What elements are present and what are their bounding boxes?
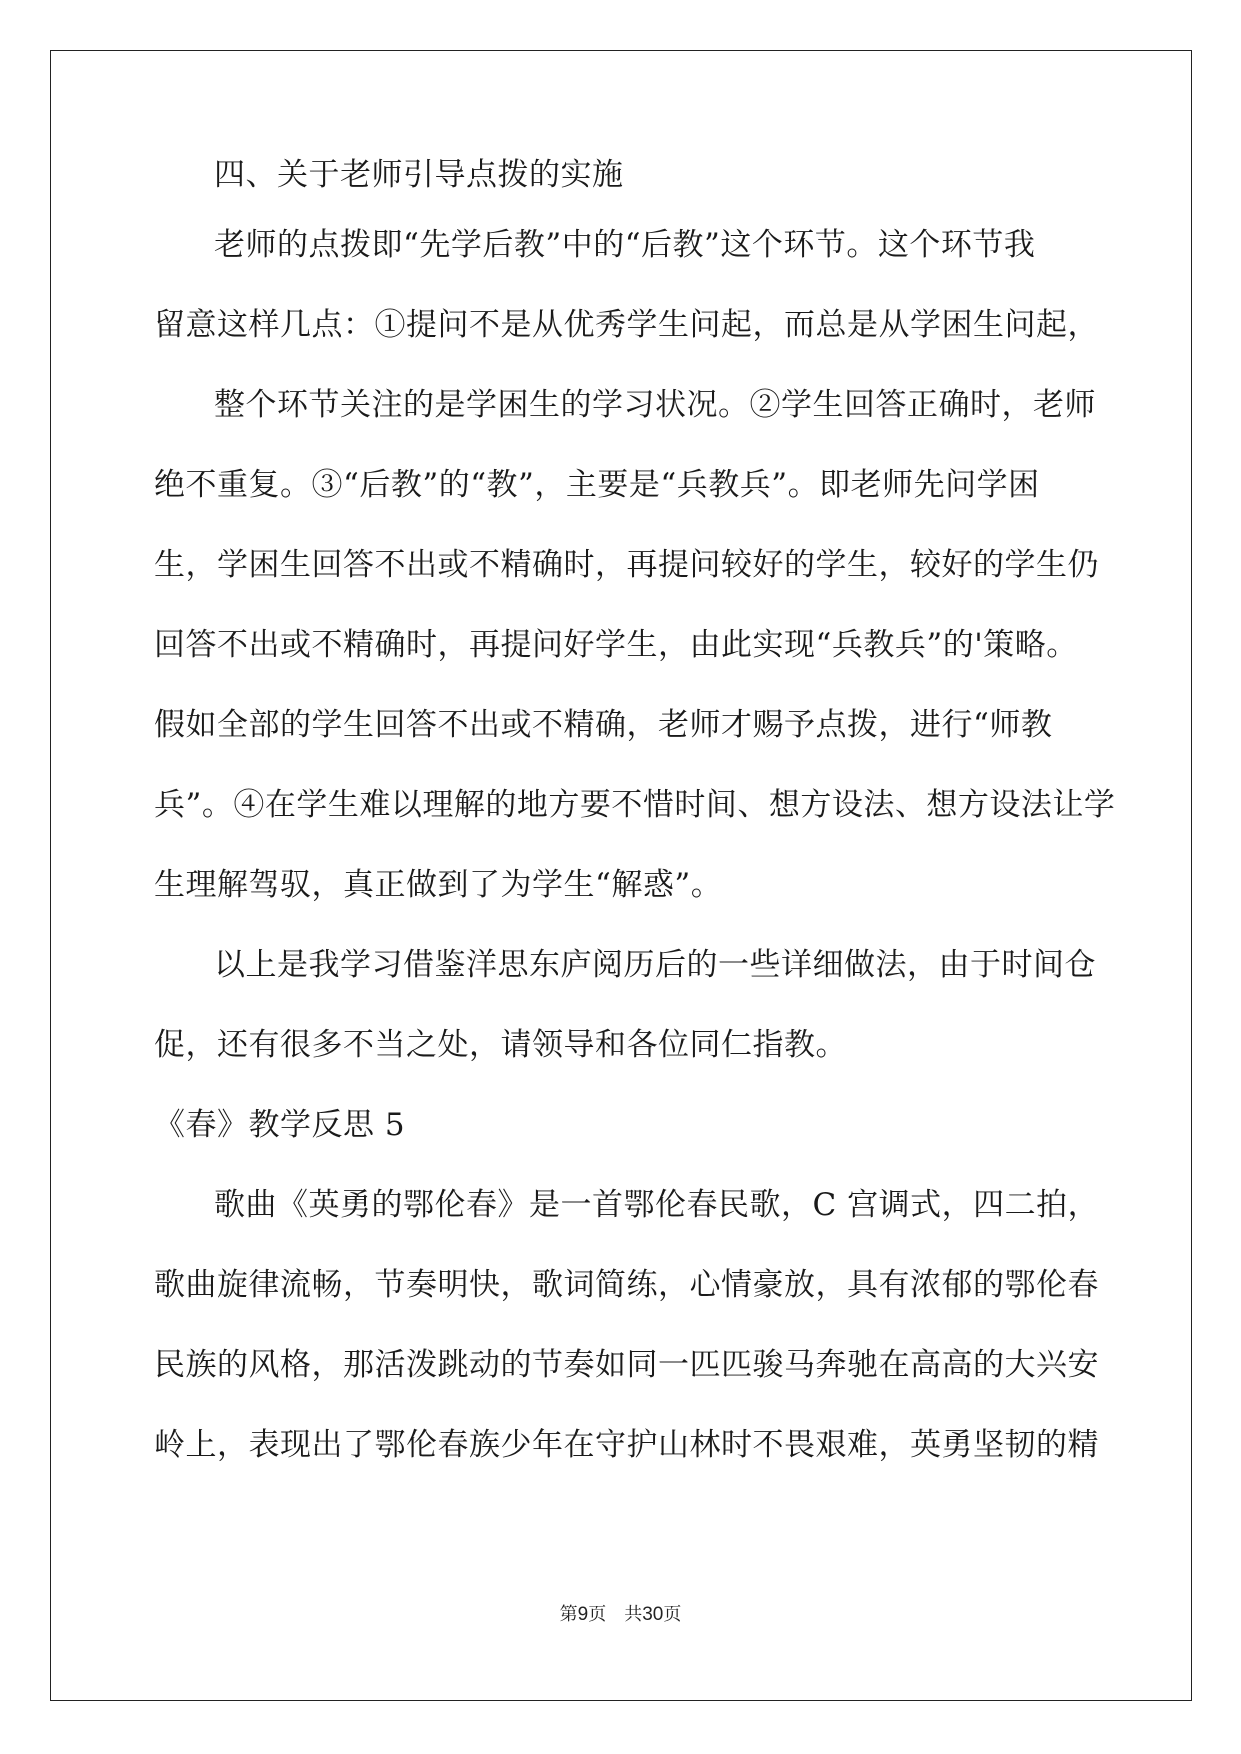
paragraph-line: 促，还有很多不当之处，请领导和各位同仁指教。	[154, 1027, 847, 1063]
paragraph-line: 回答不出或不精确时，再提问好学生，由此实现“兵教兵”的'策略。	[154, 627, 1078, 663]
footer-total-prefix: 共	[624, 1604, 643, 1625]
section-heading: 四、关于老师引导点拨的实施	[214, 157, 624, 193]
paragraph-line: 民族的风格，那活泼跳动的节奏如同一匹匹骏马奔驰在高高的大兴安	[154, 1347, 1099, 1383]
paragraph-line: 绝不重复。③“后教”的“教”，主要是“兵教兵”。即老师先问学困	[154, 467, 1040, 503]
paragraph-line: 老师的点拨即“先学后教”中的“后教”这个环节。这个环节我	[214, 227, 1036, 263]
paragraph-line: 生，学困生回答不出或不精确时，再提问较好的学生，较好的学生仍	[154, 547, 1099, 583]
paragraph-line: 岭上，表现出了鄂伦春族少年在守护山林时不畏艰难，英勇坚韧的精	[154, 1427, 1099, 1463]
paragraph-line: 歌曲旋律流畅，节奏明快，歌词简练，心情豪放，具有浓郁的鄂伦春	[154, 1267, 1099, 1303]
footer-prefix: 第	[559, 1604, 578, 1625]
paragraph-line: 以上是我学习借鉴洋思东庐阅历后的一些详细做法，由于时间仓	[214, 947, 1096, 983]
page-footer	[0, 1603, 1241, 1627]
paragraph-line: 假如全部的学生回答不出或不精确，老师才赐予点拨，进行“师教	[154, 707, 1053, 743]
footer-total-pages: 30	[642, 1604, 664, 1625]
paragraph-line: 留意这样几点：①提问不是从优秀学生问起，而总是从学困生问起，	[154, 307, 1099, 343]
paragraph-line: 生理解驾驭，真正做到了为学生“解惑”。	[154, 867, 723, 903]
paragraph-line: 兵”。④在学生难以理解的地方要不惜时间、想方设法、想方设法让学	[154, 787, 1116, 823]
paragraph-line: 整个环节关注的是学困生的学习状况。②学生回答正确时，老师	[214, 387, 1096, 423]
section-title: 《春》教学反思 5	[154, 1107, 406, 1143]
footer-total-suffix: 页	[663, 1604, 682, 1625]
paragraph-line: 歌曲《英勇的鄂伦春》是一首鄂伦春民歌，C 宫调式，四二拍，	[214, 1187, 1100, 1223]
footer-page-number: 9	[577, 1604, 589, 1625]
footer-page-suffix: 页	[588, 1604, 607, 1625]
